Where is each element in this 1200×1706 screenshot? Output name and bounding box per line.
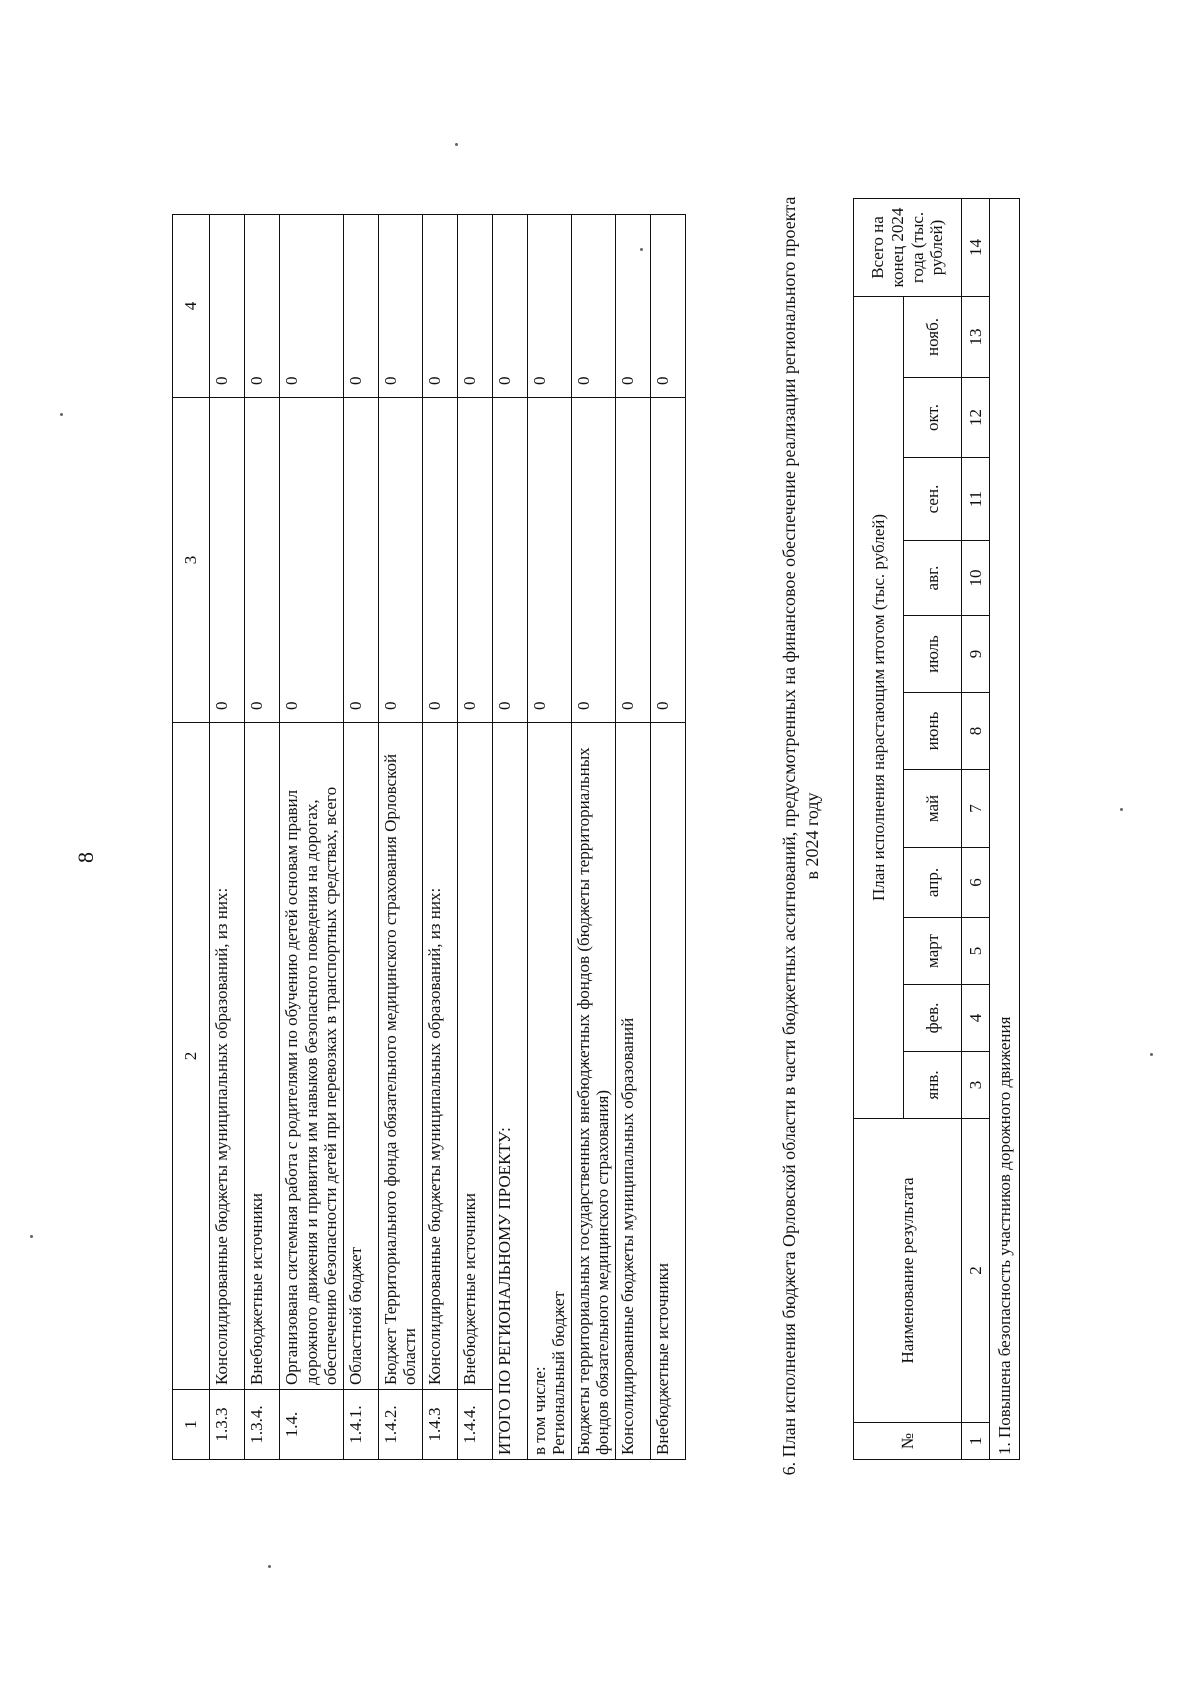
month-header: авг. bbox=[904, 541, 962, 616]
column-number-cell: 8 bbox=[962, 693, 990, 770]
value-cell: 0 bbox=[422, 398, 457, 723]
summary-name-cell: Бюджеты территориальных государственных внебюджетных фондов (бюджеты территориальных фондов обязательного медицинского страхования) bbox=[571, 723, 615, 1460]
column-number-cell: 3 bbox=[962, 1052, 990, 1119]
value-cell: 0 bbox=[343, 215, 378, 398]
table-row bbox=[422, 215, 457, 1460]
column-number-cell: 10 bbox=[962, 541, 990, 616]
section-title: 6. План исполнения бюджета Орловской области в части бюджетных ассигнований, предусмотренных на финансовое обеспечение реализации регионального проекта в 2024 году bbox=[779, 196, 822, 1476]
value-cell: 0 bbox=[615, 215, 650, 398]
column-number-cell: 14 bbox=[962, 199, 990, 297]
summary-row bbox=[527, 215, 571, 1460]
month-header: май bbox=[904, 770, 962, 848]
value-cell: 0 bbox=[492, 215, 527, 398]
value-cell: 0 bbox=[378, 215, 422, 398]
value-cell: 0 bbox=[492, 398, 527, 723]
summary-row bbox=[492, 215, 527, 1460]
header-cell: 4 bbox=[173, 215, 210, 398]
summary-row bbox=[615, 215, 650, 1460]
value-cell: 0 bbox=[245, 215, 280, 398]
month-header: март bbox=[904, 918, 962, 985]
column-number-cell: 11 bbox=[962, 458, 990, 541]
column-number-cell: 1 bbox=[962, 1423, 990, 1460]
table-row bbox=[343, 215, 378, 1460]
value-cell: 0 bbox=[245, 398, 280, 723]
summary-name-cell: ИТОГО ПО РЕГИОНАЛЬНОМУ ПРОЕКТУ: bbox=[492, 723, 527, 1460]
row-name-cell: Организована системная работа с родителями по обучению детей основам правил дорожного движения и привития им навыков безопасного поведения на дорогах, обеспечению безопасности детей при перевозках в транспортных средствах, всего bbox=[280, 723, 344, 1390]
value-cell: 0 bbox=[457, 215, 492, 398]
table-row bbox=[245, 215, 280, 1460]
month-header: нояб. bbox=[904, 297, 962, 378]
value-cell: 0 bbox=[650, 398, 685, 723]
summary-row bbox=[571, 215, 615, 1460]
table-row bbox=[378, 215, 422, 1460]
row-name-cell: Областной бюджет bbox=[343, 723, 378, 1390]
value-cell: 0 bbox=[527, 215, 571, 398]
plan-group-header: План исполнения нарастающим итогом (тыс. рублей) bbox=[854, 297, 904, 1119]
value-cell: 0 bbox=[280, 398, 344, 723]
row-name-cell: Бюджет Территориального фонда обязательного медицинского страхования Орловской области bbox=[378, 723, 422, 1390]
page-number: 8 bbox=[73, 852, 98, 863]
month-header: янв. bbox=[904, 1052, 962, 1119]
table-row bbox=[457, 215, 492, 1460]
column-number-cell: 12 bbox=[962, 378, 990, 458]
row-number-cell: 1.4.3 bbox=[422, 1390, 457, 1460]
month-header: июль bbox=[904, 616, 962, 693]
value-cell: 0 bbox=[210, 215, 245, 398]
month-header: фев. bbox=[904, 985, 962, 1052]
summary-name-cell: в том числе: Региональный бюджет bbox=[527, 723, 571, 1460]
col-total-header: Всего на конец 2024 года (тыс. рублей) bbox=[854, 199, 962, 297]
summary-name-cell: Консолидированные бюджеты муниципальных образований bbox=[615, 723, 650, 1460]
column-number-cell: 5 bbox=[962, 918, 990, 985]
row-number-cell: 1.4.4. bbox=[457, 1390, 492, 1460]
value-cell: 0 bbox=[422, 215, 457, 398]
value-cell: 0 bbox=[527, 398, 571, 723]
row-name-cell: Внебюджетные источники bbox=[245, 723, 280, 1390]
table-row bbox=[280, 215, 344, 1460]
column-number-cell: 4 bbox=[962, 985, 990, 1052]
value-cell: 0 bbox=[650, 215, 685, 398]
summary-row bbox=[650, 215, 685, 1460]
value-cell: 0 bbox=[571, 398, 615, 723]
table-row bbox=[210, 215, 245, 1460]
value-cell: 0 bbox=[343, 398, 378, 723]
col-number-header: № bbox=[854, 1423, 962, 1460]
column-number-cell: 13 bbox=[962, 297, 990, 378]
table-header-row bbox=[173, 215, 210, 1460]
value-cell: 0 bbox=[615, 398, 650, 723]
month-header: апр. bbox=[904, 848, 962, 918]
row-number-cell: 1.3.3 bbox=[210, 1390, 245, 1460]
result-row: 1. Повышена безопасность участников дорожного движения bbox=[990, 199, 1020, 1460]
column-number-cell: 7 bbox=[962, 770, 990, 848]
col-result-name-header: Наименование результата bbox=[854, 1119, 962, 1423]
row-number-cell: 1.4.1. bbox=[343, 1390, 378, 1460]
funding-table bbox=[172, 214, 686, 1460]
value-cell: 0 bbox=[378, 398, 422, 723]
budget-plan-table bbox=[853, 198, 1020, 1460]
value-cell: 0 bbox=[210, 398, 245, 723]
row-name-cell: Консолидированные бюджеты муниципальных образований, из них: bbox=[210, 723, 245, 1390]
month-header: июнь bbox=[904, 693, 962, 770]
month-header: сен. bbox=[904, 458, 962, 541]
column-number-cell: 2 bbox=[962, 1119, 990, 1423]
summary-name-cell: Внебюджетные источники bbox=[650, 723, 685, 1460]
header-cell: 1 bbox=[173, 1390, 210, 1460]
value-cell: 0 bbox=[457, 398, 492, 723]
row-number-cell: 1.3.4. bbox=[245, 1390, 280, 1460]
row-number-cell: 1.4. bbox=[280, 1390, 344, 1460]
row-name-cell: Консолидированные бюджеты муниципальных образований, из них: bbox=[422, 723, 457, 1390]
header-cell: 2 bbox=[173, 723, 210, 1390]
column-number-cell: 6 bbox=[962, 848, 990, 918]
row-number-cell: 1.4.2. bbox=[378, 1390, 422, 1460]
month-header: окт. bbox=[904, 378, 962, 458]
row-name-cell: Внебюджетные источники bbox=[457, 723, 492, 1390]
header-cell: 3 bbox=[173, 398, 210, 723]
value-cell: 0 bbox=[280, 215, 344, 398]
value-cell: 0 bbox=[571, 215, 615, 398]
column-number-cell: 9 bbox=[962, 616, 990, 693]
